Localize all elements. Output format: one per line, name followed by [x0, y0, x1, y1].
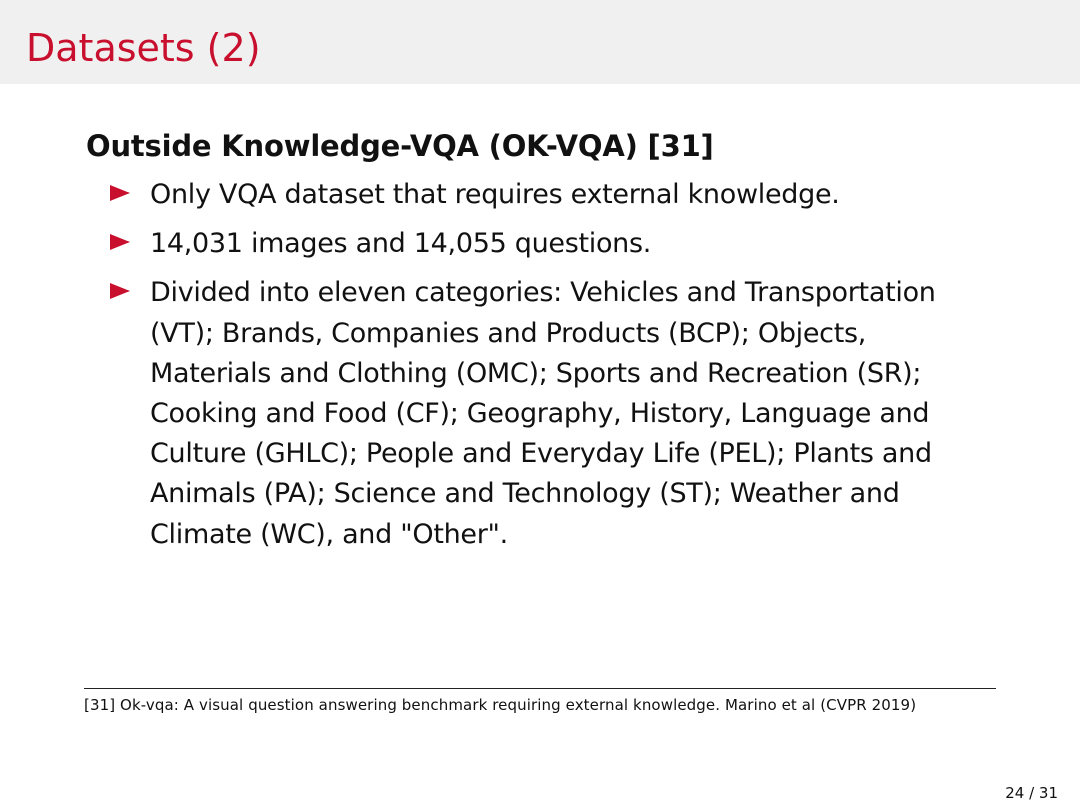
section-heading: Outside Knowledge-VQA (OK-VQA) [31] — [86, 129, 714, 163]
slide-title: Datasets (2) — [26, 26, 261, 70]
footnote-divider — [84, 688, 996, 689]
bullet-item — [110, 175, 990, 215]
bullet-text: 14,031 images and 14,055 questions. — [150, 228, 652, 260]
bullet-item — [110, 273, 990, 554]
bullet-text: Only VQA dataset that requires external knowledge. — [150, 179, 840, 210]
bullet-text: Divided into eleven categories: Vehicles and Transportation (VT); Brands, Companies and Products (BCP); Objects, Materials and Clothing (OMC); Sports and Recreation (SR); Cooking and Food (CF); Geography, History, Language and Culture (GHLC); People and Everyday Life (PEL); Plants and Animals (PA); Science and Technology (ST); Weather and Climate (WC), and "Other". — [150, 277, 936, 550]
footnote: [31] Ok-vqa: A visual question answering benchmark requiring external knowledge. Marino et al (CVPR 2019) — [84, 696, 917, 714]
triangle-right-icon — [110, 283, 130, 299]
bullet-list — [110, 175, 990, 564]
title-bar — [0, 0, 1080, 84]
page-number: 24 / 31 — [1005, 784, 1058, 802]
triangle-right-icon — [110, 185, 130, 201]
bullet-item — [110, 224, 990, 264]
triangle-right-icon — [110, 234, 130, 250]
